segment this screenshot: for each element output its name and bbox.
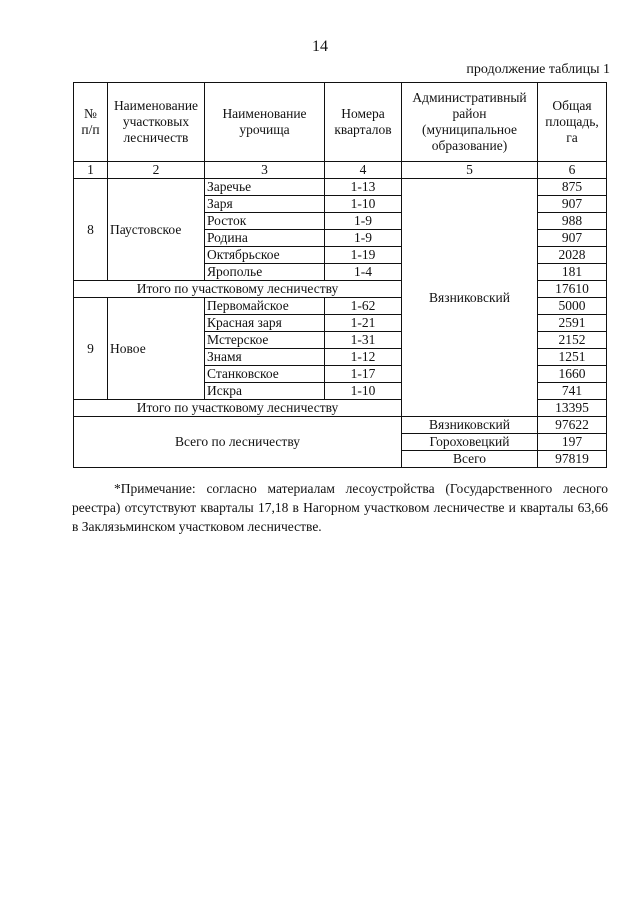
column-number: 6 — [538, 162, 607, 179]
tract-name: Мстерское — [205, 332, 325, 349]
area-value: 1251 — [538, 349, 607, 366]
forestry-table — [73, 82, 607, 468]
forestry-name: Новое — [108, 298, 205, 400]
quarter-numbers: 1-10 — [325, 196, 402, 213]
column-number-row — [74, 162, 607, 179]
area-value: 181 — [538, 264, 607, 281]
table-row — [74, 179, 607, 196]
header-total-area: Общая площадь, га — [538, 83, 607, 162]
tract-name: Знамя — [205, 349, 325, 366]
tract-name: Первомайское — [205, 298, 325, 315]
quarter-numbers: 1-19 — [325, 247, 402, 264]
tract-name: Ярополье — [205, 264, 325, 281]
quarter-numbers: 1-62 — [325, 298, 402, 315]
column-number: 2 — [108, 162, 205, 179]
header-number: № п/п — [74, 83, 108, 162]
table-header-row — [74, 83, 607, 162]
subtotal-label: Итого по участковому лесничеству — [74, 281, 402, 298]
table-footnote: *Примечание: согласно материалам лесоустройства (Государственного лесного реестра) отсутствуют кварталы 17,18 в Нагорном участковом лесничестве и кварталы 63,66 в Заклязьминском участковом лесничестве. — [72, 481, 608, 534]
tract-name: Росток — [205, 213, 325, 230]
column-number: 3 — [205, 162, 325, 179]
area-value: 907 — [538, 196, 607, 213]
tract-name: Станковское — [205, 366, 325, 383]
area-value: 2028 — [538, 247, 607, 264]
area-value: 907 — [538, 230, 607, 247]
column-number: 4 — [325, 162, 402, 179]
tract-name: Родина — [205, 230, 325, 247]
quarter-numbers: 1-21 — [325, 315, 402, 332]
quarter-numbers: 1-13 — [325, 179, 402, 196]
tract-name: Красная заря — [205, 315, 325, 332]
header-forestry-name: Наименование участковых лесничеств — [108, 83, 205, 162]
grand-total-district: Всего — [402, 451, 538, 468]
header-quarter-numbers: Номера кварталов — [325, 83, 402, 162]
grand-total-district: Вязниковский — [402, 417, 538, 434]
page-number: 14 — [312, 38, 328, 55]
subtotal-area: 17610 — [538, 281, 607, 298]
grand-total-row — [74, 417, 607, 434]
tract-name: Заречье — [205, 179, 325, 196]
forestry-number: 8 — [74, 179, 108, 281]
area-value: 875 — [538, 179, 607, 196]
quarter-numbers: 1-17 — [325, 366, 402, 383]
grand-total-district: Гороховецкий — [402, 434, 538, 451]
area-value: 1660 — [538, 366, 607, 383]
quarter-numbers: 1-9 — [325, 213, 402, 230]
quarter-numbers: 1-10 — [325, 383, 402, 400]
subtotal-area: 13395 — [538, 400, 607, 417]
forestry-name: Паустовское — [108, 179, 205, 281]
column-number: 1 — [74, 162, 108, 179]
quarter-numbers: 1-12 — [325, 349, 402, 366]
column-number: 5 — [402, 162, 538, 179]
tract-name: Искра — [205, 383, 325, 400]
header-tract-name: Наименование урочища — [205, 83, 325, 162]
area-value: 741 — [538, 383, 607, 400]
forestry-number: 9 — [74, 298, 108, 400]
area-value: 988 — [538, 213, 607, 230]
quarter-numbers: 1-31 — [325, 332, 402, 349]
grand-total-area: 97622 — [538, 417, 607, 434]
header-admin-district: Административный район (муниципальное образование) — [402, 83, 538, 162]
quarter-numbers: 1-9 — [325, 230, 402, 247]
tract-name: Октябрьское — [205, 247, 325, 264]
grand-total-area: 197 — [538, 434, 607, 451]
table-continuation-label: продолжение таблицы 1 — [466, 62, 610, 77]
area-value: 5000 — [538, 298, 607, 315]
grand-total-label: Всего по лесничеству — [74, 417, 402, 468]
quarter-numbers: 1-4 — [325, 264, 402, 281]
admin-district: Вязниковский — [402, 179, 538, 417]
grand-total-area: 97819 — [538, 451, 607, 468]
area-value: 2152 — [538, 332, 607, 349]
area-value: 2591 — [538, 315, 607, 332]
tract-name: Заря — [205, 196, 325, 213]
subtotal-label: Итого по участковому лесничеству — [74, 400, 402, 417]
